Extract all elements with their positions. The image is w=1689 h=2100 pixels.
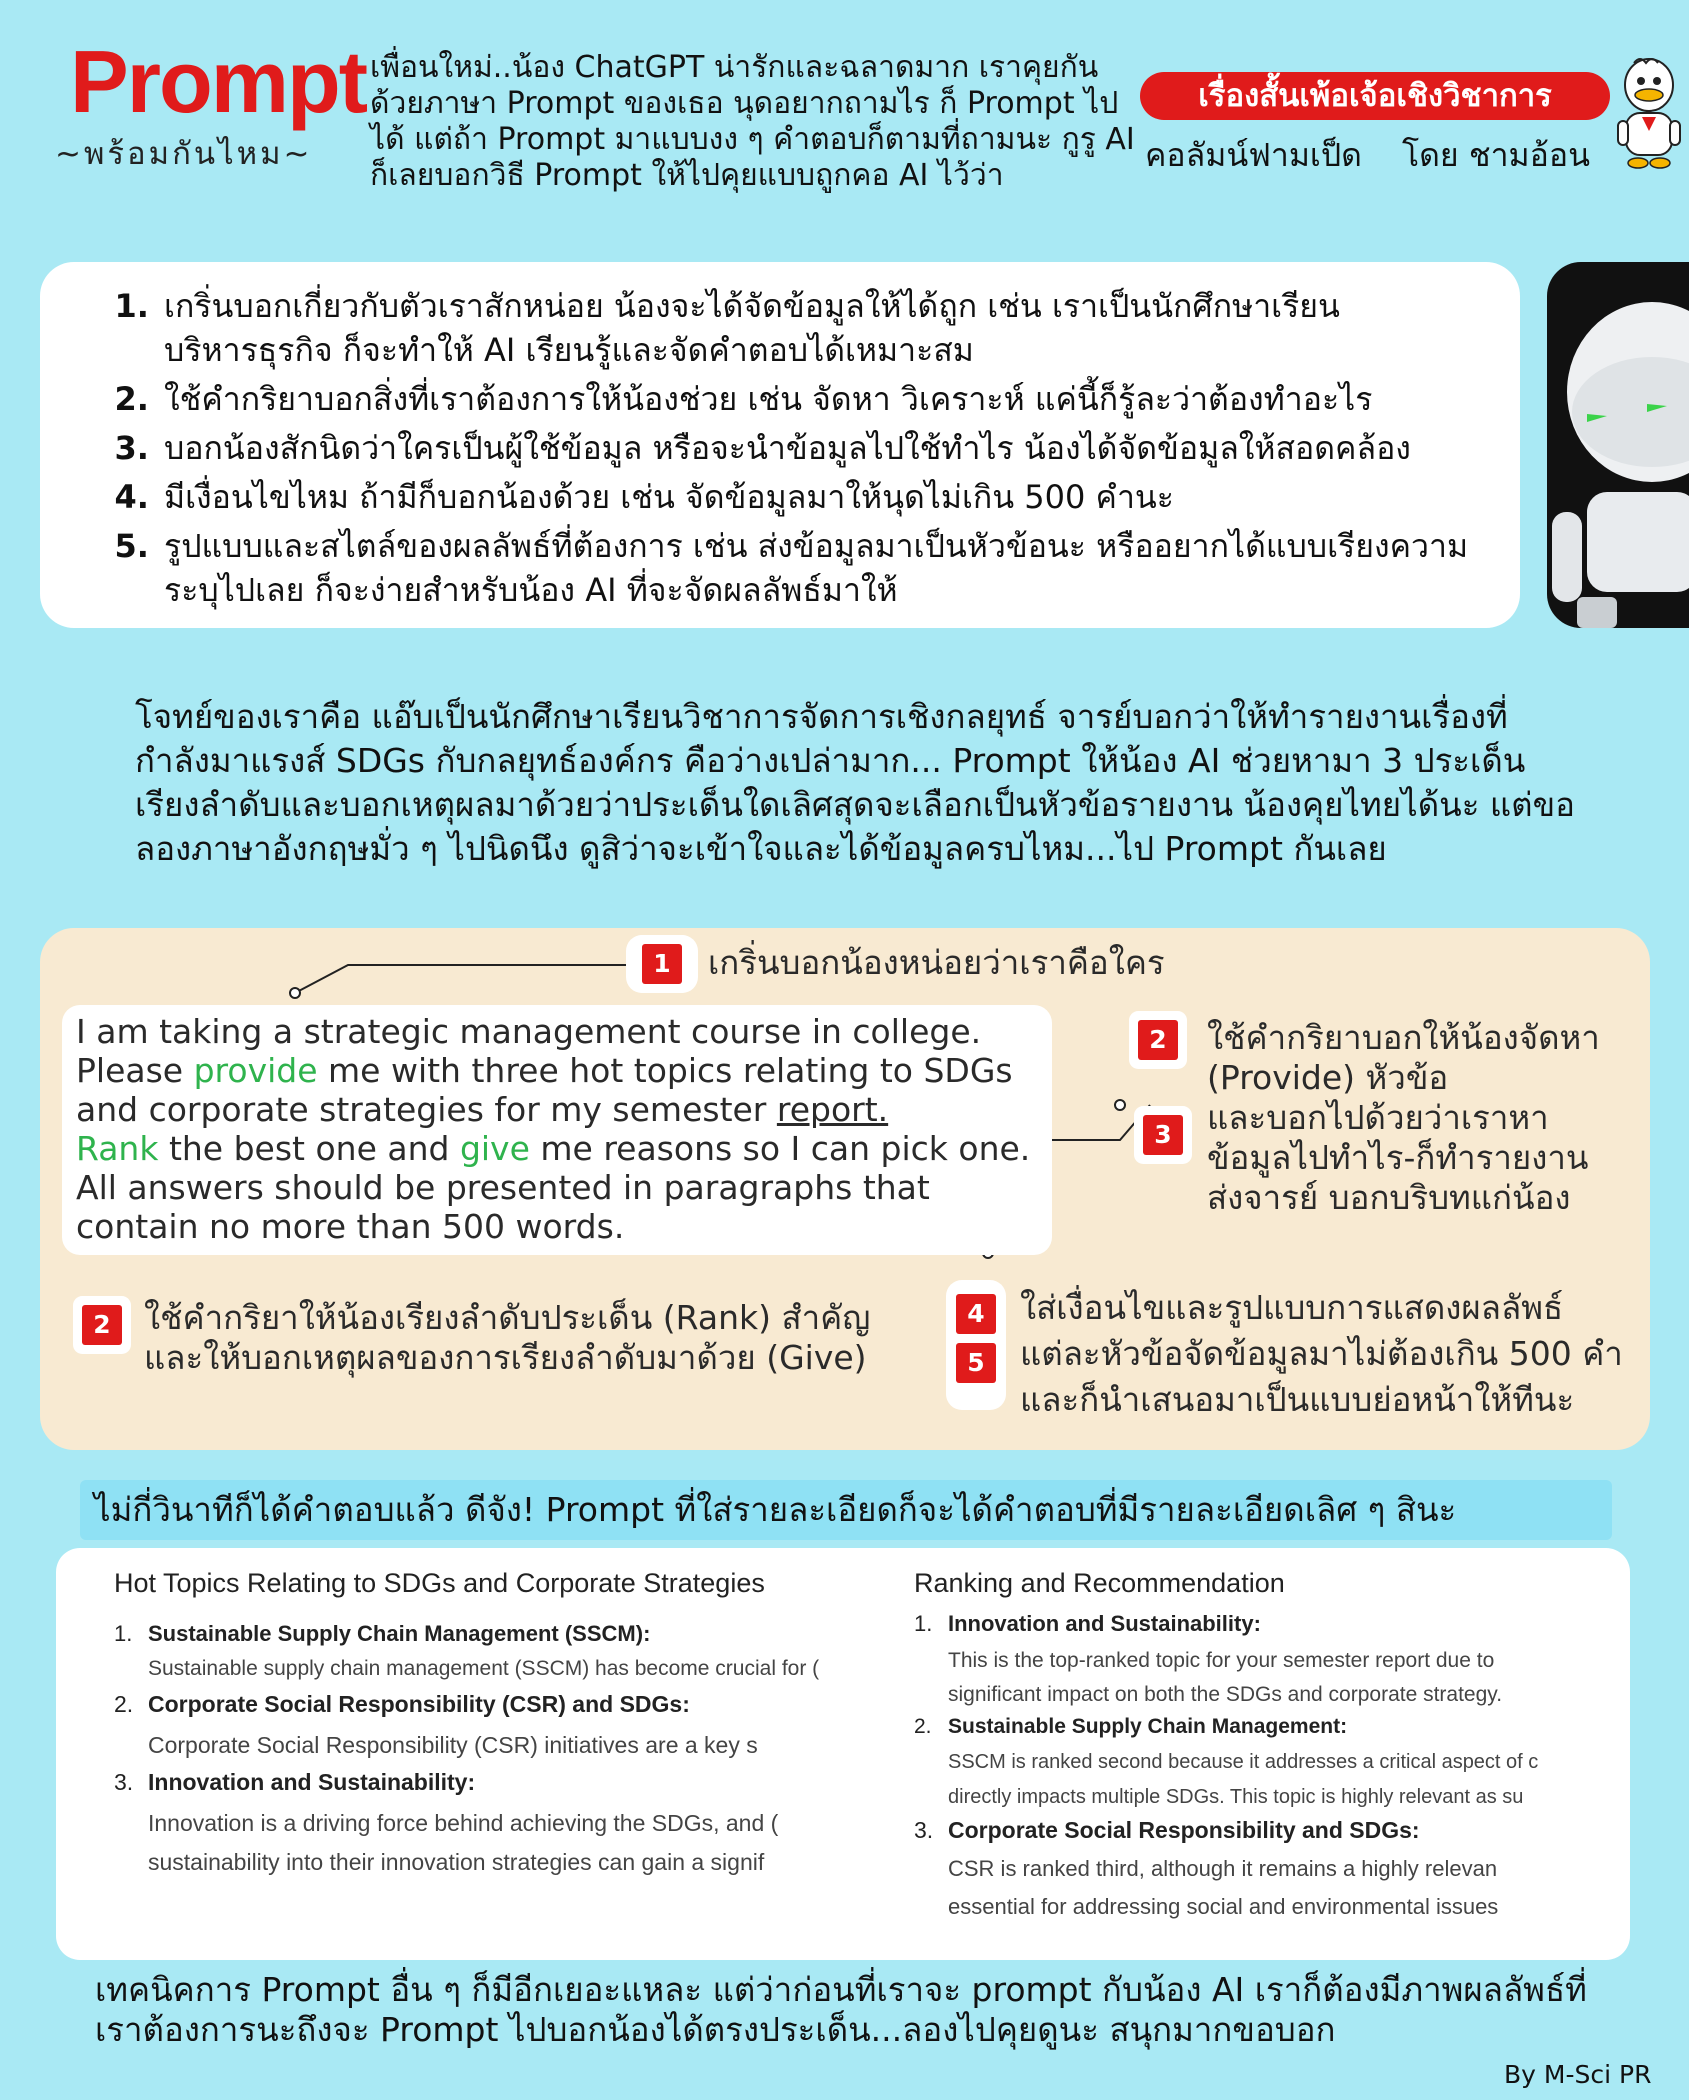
annotation-line: (Provide) หัวข้อ — [1207, 1058, 1449, 1097]
answer-right-column — [914, 1568, 1614, 1920]
answer-item-number: 2. — [914, 1715, 932, 1738]
tip-item: 4. มีเงื่อนไขไหม ถ้ามีก็บอกน้องด้วย เช่น จัดข้อมูลมาให้นุดไม่เกิน 500 คำนะ — [160, 475, 1480, 519]
footer-text: เทคนิคการ Prompt อื่น ๆ ก็มีอีกเยอะแหละ แต่ว่าก่อนที่เราจะ prompt กับน้อง AI เราก็ต้องมีภาพผลลัพธ์ที่เราต้องการนะถึงจะ Prompt ไปบอกน้องได้ตรงประเด็น...ลองไปคุยดูนะ สนุกมากขอบอก — [95, 1970, 1587, 2049]
prompt-line: All answers should be presented in paragraphs that — [76, 1168, 930, 1207]
answer-item-heading: Corporate Social Responsibility (CSR) and SDGs: — [148, 1691, 690, 1717]
step-number-4: 4 — [956, 1294, 996, 1334]
annotation-line: ข้อมูลไปทำไร-ก็ทำรายงาน — [1207, 1138, 1589, 1177]
answer-item-heading: Innovation and Sustainability: — [148, 1769, 476, 1795]
answer-item-desc: Innovation is a driving force behind achieving the SDGs, and ( — [148, 1810, 779, 1836]
keyword-rank: Rank — [76, 1129, 159, 1168]
annotation-line: ใช้คำกริยาบอกให้น้องจัดหา — [1207, 1018, 1600, 1057]
annotation-4-5-text — [1020, 1288, 1623, 1420]
step-number-3: 3 — [1143, 1115, 1183, 1155]
answer-item — [914, 1715, 1614, 1809]
keyword-provide: provide — [193, 1051, 318, 1090]
column-name: คอลัมน์ฟามเป็ด — [1145, 136, 1362, 174]
prompt-text — [76, 1012, 1056, 1246]
answer-item-number: 1. — [914, 1611, 933, 1636]
prompt-line — [76, 1090, 1056, 1129]
answer-item-number: 3. — [114, 1769, 134, 1795]
answer-item-title — [914, 1715, 1614, 1739]
annotation-line: และก็นำเสนอมาเป็นแบบย่อหน้าให้ทีนะ — [1020, 1380, 1575, 1419]
answer-item — [114, 1621, 919, 1681]
prompt-line — [76, 1129, 1056, 1168]
answer-item-heading: Sustainable Supply Chain Management: — [948, 1715, 1348, 1738]
column-badge: เรื่องสั้นเพ้อเจ้อเชิงวิชาการ — [1140, 72, 1610, 120]
annotation-2b-text — [144, 1298, 870, 1378]
answer-item-desc: directly impacts multiple SDGs. This topic is highly relevant as su — [948, 1786, 1524, 1808]
byline: By M-Sci PR — [1504, 2060, 1652, 2089]
answer-item-title — [114, 1769, 919, 1796]
answer-banner: ไม่กี่วินาทีก็ได้คำตอบแล้ว ดีจัง! Prompt ที่ใส่รายละเอียดก็จะได้คำตอบที่มีรายละเอียดเลิศ ๆ สินะ — [80, 1480, 1612, 1540]
answer-item — [114, 1769, 919, 1876]
annotation-line: และให้บอกเหตุผลของการเรียงลำดับมาด้วย (Give) — [144, 1338, 867, 1377]
prompt-fragment: and corporate strategies for my semester — [76, 1090, 777, 1129]
answer-item-heading: Innovation and Sustainability: — [948, 1611, 1261, 1636]
intro-text: เพื่อนใหม่..น้อง ChatGPT น่ารักและฉลาดมาก เราคุยกันด้วยภาษา Prompt ของเธอ นุดอยากถามไร ก็ Prompt ไปได้ แต่ถ้า Prompt มาแบบงง ๆ คำตอบก็ตามที่ถามนะ กูรู AI ก็เลยบอกวิธี Prompt ให้ไปคุยแบบถูกคอ AI ไว้ว่า — [370, 50, 1135, 193]
answer-left-title: Hot Topics Relating to SDGs and Corporate Strategies — [114, 1568, 765, 1598]
scenario-text: โจทย์ของเราคือ แอ๊บเป็นนักศึกษาเรียนวิชาการจัดการเชิงกลยุทธ์ จารย์บอกว่าให้ทำรายงานเรื่องที่กำลังมาแรงส์ SDGs กับกลยุทธ์องค์กร คือว่างเปล่ามาก... Prompt ให้น้อง AI ช่วยหามา 3 ประเด็น เรียงลำดับและบอกเหตุผลมาด้วยว่าประเด็นใดเลิศสุดจะเลือกเป็นหัวข้อรายงาน น้องคุยไทยได้นะ แต่ขอลองภาษาอังกฤษมั่ว ๆ ไปนิดนึง ดูสิว่าจะเข้าใจและได้ข้อมูลครบไหม...ไป Prompt กันเลย — [135, 697, 1575, 868]
answer-item-title — [114, 1691, 919, 1718]
annotation-1-text: เกริ่นบอกน้องหน่อยว่าเราคือใคร — [708, 943, 1165, 982]
answer-item-number: 3. — [914, 1817, 934, 1843]
annotation-line: ส่งจารย์ บอกบริบทแก่น้อง — [1207, 1178, 1571, 1217]
answer-item-title — [914, 1611, 1614, 1637]
tip-item: 5. รูปแบบและสไตล์ของผลลัพธ์ที่ต้องการ เช่น ส่งข้อมูลมาเป็นหัวข้อนะ หรืออยากได้แบบเรียงความ ระบุไปเลย ก็จะง่ายสำหรับน้อง AI ที่จะจัดผลลัพธ์มาให้ — [160, 524, 1480, 612]
step-number-2b: 2 — [82, 1305, 122, 1345]
answer-left-column — [114, 1568, 919, 1876]
prompt-fragment: Please — [76, 1051, 194, 1090]
answer-item-desc: significant impact on both the SDGs and corporate strategy. — [948, 1683, 1503, 1706]
answer-item-desc: SSCM is ranked second because it addresses a critical aspect of c — [948, 1751, 1539, 1773]
annotation-line: และบอกไปด้วยว่าเราหา — [1207, 1098, 1549, 1137]
step-number-2: 2 — [1138, 1020, 1178, 1060]
keyword-give: give — [459, 1129, 530, 1168]
logo-subtitle: ~พร้อมกันไหม~ — [55, 136, 313, 172]
answer-item-title — [114, 1621, 919, 1647]
prompt-fragment: me with three hot topics relating to SDGs — [317, 1051, 1013, 1090]
keyword-report: report. — [776, 1090, 889, 1129]
annotation-line: ใช้คำกริยาให้น้องเรียงลำดับประเด็น (Rank) สำคัญ — [144, 1298, 871, 1337]
annotation-line: แต่ละหัวข้อจัดข้อมูลมาไม่ต้องเกิน 500 คำ — [1020, 1334, 1623, 1373]
answer-item — [114, 1691, 919, 1759]
answer-item-heading: Corporate Social Responsibility and SDGs: — [948, 1817, 1420, 1843]
annotation-2-3-text — [1207, 1018, 1600, 1218]
answer-item-number: 2. — [114, 1691, 134, 1717]
answer-item-desc: Sustainable supply chain management (SSCM) has become crucial for ( — [148, 1657, 820, 1680]
answer-item-desc: sustainability into their innovation strategies can gain a signif — [148, 1849, 765, 1875]
answer-item — [914, 1817, 1614, 1920]
answer-right-title: Ranking and Recommendation — [914, 1568, 1285, 1598]
logo-title: Prompt — [70, 32, 366, 131]
answer-item-number: 1. — [114, 1621, 133, 1646]
author-name: โดย ชามอ้อน — [1401, 136, 1590, 174]
answer-card — [56, 1548, 1630, 1960]
tip-item: 2. ใช้คำกริยาบอกสิ่งที่เราต้องการให้น้องช่วย เช่น จัดหา วิเคราะห์ แค่นี้ก็รู้ละว่าต้องทำอะไร — [160, 377, 1480, 421]
answer-item-desc: Corporate Social Responsibility (CSR) initiatives are a key s — [148, 1732, 758, 1758]
answer-item-desc: This is the top-ranked topic for your semester report due to — [948, 1649, 1495, 1672]
answer-item-desc: essential for addressing social and environmental issues — [948, 1894, 1499, 1919]
tip-item: 1. เกริ่นบอกเกี่ยวกับตัวเราสักหน่อย น้องจะได้จัดข้อมูลให้ได้ถูก เช่น เราเป็นนักศึกษาเรียนบริหารธุรกิจ ก็จะทำให้ AI เรียนรู้และจัดคำตอบได้เหมาะสม — [160, 284, 1480, 372]
annotation-line: ใส่เงื่อนไขและรูปแบบการแสดงผลลัพธ์ — [1020, 1288, 1564, 1327]
prompt-line — [76, 1051, 1056, 1090]
step-number-5: 5 — [956, 1343, 996, 1383]
step-number-1: 1 — [642, 944, 682, 984]
prompt-line: I am taking a strategic management course in college. — [76, 1012, 982, 1051]
answer-item — [914, 1611, 1614, 1707]
prompt-fragment: the best one and — [158, 1129, 460, 1168]
prompt-line: contain no more than 500 words. — [76, 1207, 625, 1246]
tip-item: 3. บอกน้องสักนิดว่าใครเป็นผู้ใช้ข้อมูล หรือจะนำข้อมูลไปใช้ทำไร น้องได้จัดข้อมูลให้สอดคล้อง — [160, 426, 1480, 470]
answer-item-title — [914, 1817, 1614, 1844]
prompt-fragment: me reasons so I can pick one. — [529, 1129, 1031, 1168]
answer-item-desc: CSR is ranked third, although it remains a highly relevan — [948, 1856, 1498, 1881]
answer-item-heading: Sustainable Supply Chain Management (SSCM): — [148, 1621, 651, 1646]
